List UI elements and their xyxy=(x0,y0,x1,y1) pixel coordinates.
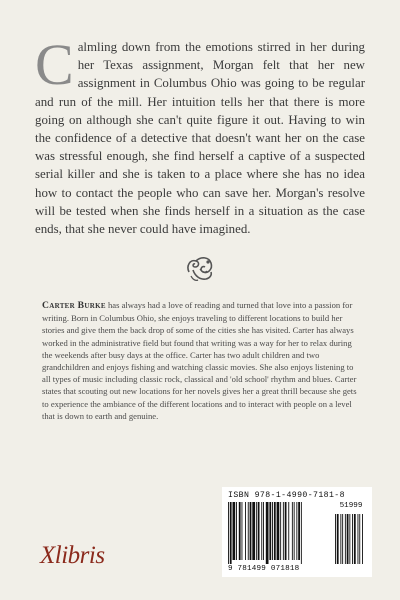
barcode-bar xyxy=(236,502,237,560)
addon-bar xyxy=(349,514,350,564)
barcode-bar xyxy=(298,502,300,560)
barcode-bar xyxy=(256,502,257,560)
author-name: Carter Burke xyxy=(42,300,106,311)
addon-bar xyxy=(345,514,346,564)
barcode-bar xyxy=(280,502,281,560)
barcode-bar xyxy=(258,502,260,560)
publisher-logo: Xlibris xyxy=(40,542,105,569)
addon-bar xyxy=(358,514,359,564)
ean-digits: 9 781499 071818 xyxy=(228,565,300,573)
barcode-bar xyxy=(233,502,236,560)
barcode-bar xyxy=(228,502,229,564)
barcode-bar xyxy=(272,502,273,560)
author-bio xyxy=(42,299,360,422)
barcode-bar xyxy=(269,502,271,560)
isbn-label: ISBN 978-1-4990-7181-8 xyxy=(228,491,345,500)
addon-bar xyxy=(340,514,341,564)
barcode-bar xyxy=(301,502,302,564)
barcode-bar xyxy=(277,502,280,560)
barcode-bar xyxy=(294,502,295,560)
barcode-bar xyxy=(283,502,284,560)
barcode-bar xyxy=(230,502,232,564)
barcode-bar xyxy=(261,502,262,560)
addon-bar xyxy=(354,514,356,564)
barcode-bar xyxy=(239,502,241,560)
addon-bar xyxy=(337,514,339,564)
addon-bar xyxy=(359,514,360,564)
addon-bar xyxy=(342,514,343,564)
barcode-bar xyxy=(288,502,289,560)
synopsis-text: almling down from the emotions stirred in her during her Texas assignment, Morgan felt that her new assignment in Columbus Ohio was going to be regular and run of the mill. Her intuition tells her that there is more going on although she can't quite figure it out. Having to win the confidence of a detective that doesn't want her on the case was stressful enough, she find herself a captive of a suspected serial killer and she is taken to a place where she has no idea how to contact the people who can save her. Morgan's resolve will be tested when she finds herself in a situation as the case ends, that she never could have imagined. xyxy=(35,40,365,237)
barcode-bar xyxy=(296,502,297,560)
ornament-icon xyxy=(183,254,217,284)
addon-digits: 51999 xyxy=(339,502,363,510)
barcode-bar xyxy=(248,502,249,560)
isbn-barcode xyxy=(222,487,372,577)
barcode-bar xyxy=(266,502,269,564)
barcode-bar xyxy=(263,502,264,560)
barcode-bar xyxy=(274,502,276,560)
addon-bar xyxy=(352,514,353,564)
barcode-bar xyxy=(285,502,287,560)
author-bio-text: has always had a love of reading and turned that love into a passion for writing. Born in Columbus Ohio, she enjoys traveling to different locations to build her stories and give them the back drop of some of the cities she has visited. Carter has always worked in the administrative field but found that writing was a way for her to relax during the weekends after busy days at the office. Carter has two adult children and two grandchildren and enjoys fishing and watching classic movies. She also enjoys listening to all types of music including classic rock, classical and 'old school' rhythm and blues. Carter states that scouting out new locations for her novels gives her a great thrill because she gets to experience the ambiance of the different locations and to interact with people on a level that is down to earth and genuine. xyxy=(42,300,357,421)
addon-bar xyxy=(362,514,363,564)
barcode-bar xyxy=(250,502,252,560)
addon-bar xyxy=(335,514,336,564)
barcode-bar xyxy=(292,502,293,560)
barcode-bar xyxy=(242,502,243,560)
addon-bar xyxy=(347,514,349,564)
barcode-bar xyxy=(245,502,246,560)
barcode-bars xyxy=(228,502,368,564)
barcode-bar xyxy=(252,502,255,560)
synopsis-paragraph xyxy=(35,32,365,238)
drop-cap: C xyxy=(35,32,74,97)
